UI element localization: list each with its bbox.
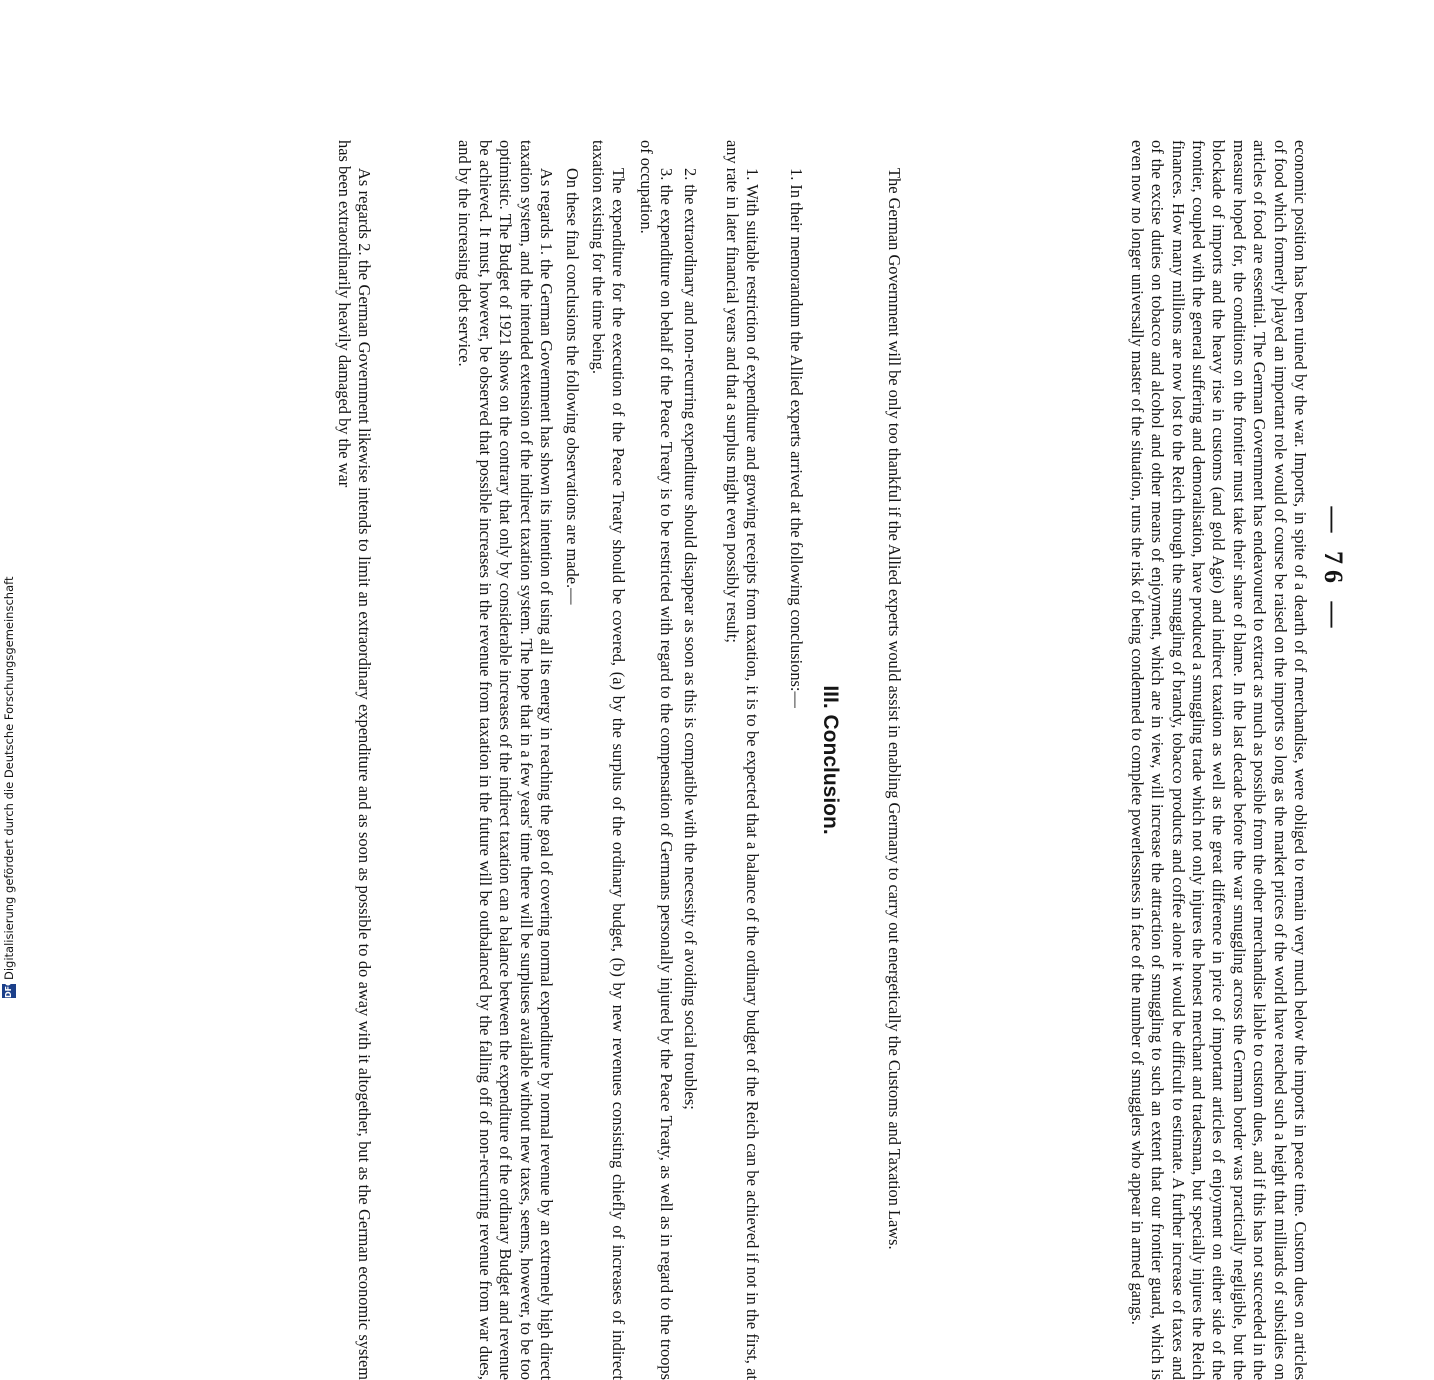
dfg-logo: DFG xyxy=(2,984,16,998)
paragraph-allied-conclusions: 1. In their memorandum the Allied experts arrived at the following conclusions:— xyxy=(787,168,806,708)
section-heading: III. Conclusion. xyxy=(819,685,842,835)
paragraph-point-1: 1. With suitable restriction of expenditure and growing receipts from taxation, it is to be expected that a balance of the ordinary budget of the Reich can be achieved if not in the first, at any rate in later financial years and that a surplus might even possibly result; xyxy=(722,140,762,1380)
paragraph-german-government-thankful: The German Government will be only too thankful if the Allied experts would assist in enabling Germany to carry out energetically the Customs and Taxation Laws. xyxy=(885,168,904,1250)
paragraph-regards-2: As regards 2. the German Government likewise intends to limit an extraordinary expenditure and as soon as possible to do away with it altogether, but as the German economic system has been extraordinarily heavily damaged by the war xyxy=(334,140,374,1380)
digitization-credit-text: Digitalisierung gefördert durch die Deutsche Forschungsgemeinschaft xyxy=(2,576,16,980)
paragraph-regards-1: As regards 1. the German Government has shown its intention of using all its energy in reaching the goal of covering normal expenditure by normal revenue by an extremely high direct taxation system, and the intended extension of the indirect taxation system. The hope that in a few years' time there will be surpluses available without new taxes, seems, however, to be too optimistic. The Budget of 1921 shows on the contrary that only by considerable increases of the indirect taxation can a balance between the expenditure of the ordinary Budget and revenue be achieved. It must, however, be observed that possible increases in the revenue from taxation in the future will be outbalanced by the falling off of non-recurring revenue from war dues, and by the increasing debt service. xyxy=(455,140,556,1380)
paragraph-point-2: 2. the extraordinary and non-recurring expenditure should disappear as soon as this is compatible with the necessity of avoiding social troubles; xyxy=(681,168,700,1110)
rotated-page xyxy=(70,140,1348,1380)
page-number: — 76 — xyxy=(1319,506,1348,634)
digitization-credit-strip xyxy=(0,0,18,1000)
paragraph-observations: On these final conclusions the following observations are made.— xyxy=(563,168,582,605)
paragraph-point-3: 3. the expenditure on behalf of the Peace Treaty is to be restricted with regard to the compensation of Germans personally injured by the Peace Treaty, as well as in regard to the troops of occupation. xyxy=(636,140,676,1380)
paragraph-expenditure-execution: The expenditure for the execution of the Peace Treaty should be covered, (a) by the surplus of the ordinary budget, (b) by new revenues consisting chiefly of increases of indirect taxation existing for the time being. xyxy=(588,140,628,1380)
paragraph-economic-position: economic position has been ruined by the war. Imports, in spite of a dearth of of merchandise, were obliged to remain very much below the imports in peace time. Custom dues on articles of food which formerly played an important role would of course be raised on the imports so long as the market prices of the world have reached such a height that milliards of subsidies on articles of food are essential. The German Government has endeavoured to extract as much as possible from the other merchandise liable to custom dues, and if this has not succeeded in the measure hoped for, the conditions on the frontier must take their share of blame. In the last decade before the war smuggling across the German border was practically negligible, but the blockade of imports and the heavy rise in customs (and gold Agio) and indirect taxation as well as the great difference in price of important articles of enjoyment on either side of the frontier, coupled with the general suffering and demoralisation, have produced a smuggling trade which not only injures the honest merchant and tradesman, but specially injures the Reich finances. How many millions are now lost to the Reich through the smuggling of brandy, tobacco products and coffee alone it would be difficult to estimate. A further increase of taxes and of the excise duties on tobacco and alcohol and other means of enjoyment, which are in view, will increase the attraction of smuggling to such an extent that our frontier guard, which is even now no longer universally master of the situation, runs the risk of being condemned to complete powerlessness in face of the number of smugglers who appear in armed gangs. xyxy=(1127,140,1310,1380)
